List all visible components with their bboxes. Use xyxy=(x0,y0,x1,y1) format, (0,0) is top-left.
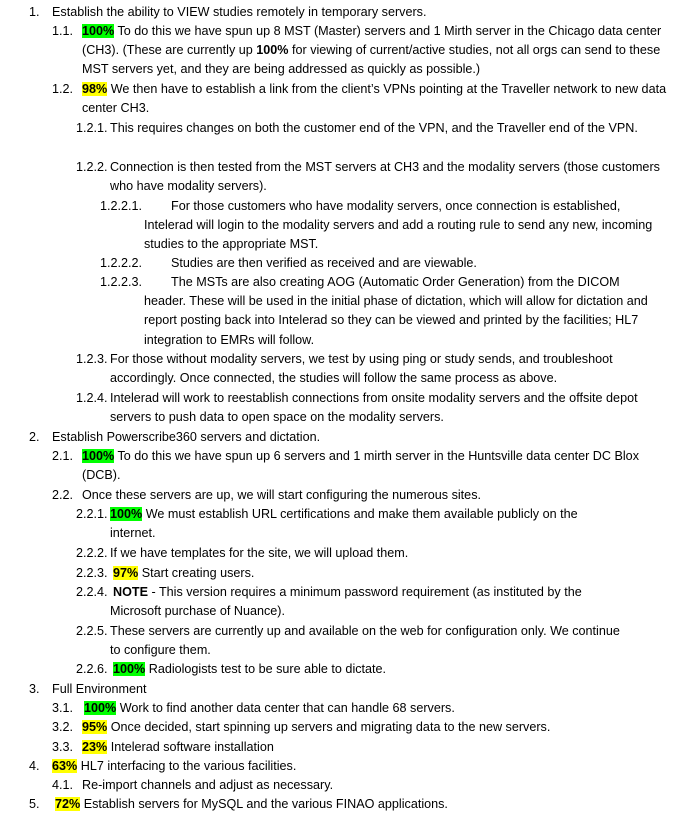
item-number: 1.1. xyxy=(52,24,74,38)
progress-badge: 72% xyxy=(55,797,81,811)
item-text-part: for viewing of current/active studies, not all orgs can send to these MST servers yet, and they are being addressed as quickly as possible.) xyxy=(82,43,661,77)
item-number: 1.2.2.3. xyxy=(100,275,143,289)
item-text xyxy=(55,795,675,814)
item-text xyxy=(113,660,663,679)
item-text: For those without modality servers, we test by using ping or study sends, and troubleshoot accordingly. Once connected, the studies will follow the same process as above. xyxy=(110,352,613,386)
item-text: Studies are then verified as received and are viewable. xyxy=(171,256,477,270)
progress-badge: 98% xyxy=(82,82,108,96)
progress-badge: 100% xyxy=(110,507,143,521)
note-label: NOTE xyxy=(113,585,148,599)
item-number: 2.2.1. xyxy=(76,507,108,521)
item-number: 2.2.3. xyxy=(76,566,108,580)
progress-badge: 97% xyxy=(113,566,139,580)
item-number: 1.2.1. xyxy=(76,121,108,135)
item-text: Intelerad will work to reestablish connections from onsite modality servers and the offsite depot servers to push data to open space on the modality servers. xyxy=(110,391,638,425)
item-text: If we have templates for the site, we will upload them. xyxy=(110,546,409,560)
progress-badge: 63% xyxy=(52,759,78,773)
item-text: The MSTs are also creating AOG (Automatic Order Generation) from the DICOM header. These will be used in the initial phase of dictation, which will allow for dictation and report posting back into Intelerad so they can be viewed and printed by the facilities; HL7 integration to EMRs will follow. xyxy=(144,275,648,347)
item-number: 1.2.3. xyxy=(76,352,108,366)
item-number: 1.2. xyxy=(52,82,74,96)
item-number: 5. xyxy=(29,797,40,811)
item-text xyxy=(110,505,620,543)
item-text-part: Establish servers for MySQL and the various FINAO applications. xyxy=(80,797,448,811)
bold-percent: 100% xyxy=(256,43,289,58)
progress-badge: 95% xyxy=(82,720,108,734)
progress-badge: 100% xyxy=(84,701,117,715)
item-number: 1.2.4. xyxy=(76,391,108,405)
item-number: 1.2.2. xyxy=(76,160,108,174)
item-text xyxy=(84,699,664,718)
item-text xyxy=(82,22,672,80)
item-text xyxy=(82,738,672,757)
progress-badge: 100% xyxy=(82,24,115,38)
item-number: 4. xyxy=(29,759,40,773)
item-number: 2.2.6. xyxy=(76,662,108,676)
progress-badge: 23% xyxy=(82,740,108,754)
item-text-part: To do this we have spun up 6 servers and 1 mirth server in the Huntsville data center DC Blox (DCB). xyxy=(82,449,639,483)
item-text: Connection is then tested from the MST servers at CH3 and the modality servers (those customers who have modality servers). xyxy=(110,160,660,194)
item-number: 2.2. xyxy=(52,488,74,502)
item-text: Establish Powerscribe360 servers and dictation. xyxy=(52,430,321,444)
item-number: 2. xyxy=(29,430,40,444)
progress-badge: 100% xyxy=(82,449,115,463)
item-text: Once these servers are up, we will start configuring the numerous sites. xyxy=(82,488,481,502)
item-number: 3.1. xyxy=(52,701,74,715)
item-number: 2.2.4. xyxy=(76,585,108,599)
item-text-part: - This version requires a minimum password requirement (as instituted by the Microsoft purchase of Nuance). xyxy=(110,585,582,619)
item-number: 1. xyxy=(29,5,40,19)
item-text-part: Once decided, start spinning up servers and migrating data to the new servers. xyxy=(107,720,551,734)
item-text xyxy=(113,564,663,583)
item-text xyxy=(82,80,672,118)
item-text: Establish the ability to VIEW studies remotely in temporary servers. xyxy=(52,5,427,19)
item-number: 2.1. xyxy=(52,449,74,463)
item-text: These servers are currently up and available on the web for configuration only. We continue to configure them. xyxy=(110,624,620,658)
item-text-part: We must establish URL certifications and make them available publicly on the internet. xyxy=(110,507,578,541)
item-text-part: HL7 interfacing to the various facilities. xyxy=(77,759,297,773)
item-text: For those customers who have modality servers, once connection is established, Intelerad will login to the modality servers and add a routing rule to send any new, incoming studies to the appropriate MST. xyxy=(144,199,653,252)
item-text-part: Intelerad software installation xyxy=(107,740,274,754)
item-text-part: Start creating users. xyxy=(138,566,255,580)
progress-badge: 100% xyxy=(113,662,146,676)
item-number: 4.1. xyxy=(52,778,74,792)
item-text xyxy=(82,718,672,737)
item-number: 1.2.2.1. xyxy=(100,199,143,213)
item-text: Full Environment xyxy=(52,682,147,696)
item-text-part: Radiologists test to be sure able to dictate. xyxy=(145,662,387,676)
item-text: This requires changes on both the customer end of the VPN, and the Traveller end of the VPN. xyxy=(110,121,638,135)
item-text xyxy=(82,447,672,485)
item-number: 3. xyxy=(29,682,40,696)
item-text-part: Work to find another data center that can handle 68 servers. xyxy=(116,701,455,715)
item-number: 2.2.2. xyxy=(76,546,108,560)
item-number: 1.2.2.2. xyxy=(100,256,143,270)
item-text: Re-import channels and adjust as necessary. xyxy=(82,778,334,792)
item-text-part: To do this we have spun up 8 MST (Master) servers and 1 Mirth server in the Chicago data center (CH3). (These are currently up xyxy=(82,24,662,58)
item-text-part: We then have to establish a link from the client’s VPNs pointing at the Traveller network to new data center CH3. xyxy=(82,82,667,116)
item-number: 3.2. xyxy=(52,720,74,734)
item-text xyxy=(110,583,620,621)
item-number: 3.3. xyxy=(52,740,74,754)
item-number: 2.2.5. xyxy=(76,624,108,638)
item-text xyxy=(52,757,672,776)
